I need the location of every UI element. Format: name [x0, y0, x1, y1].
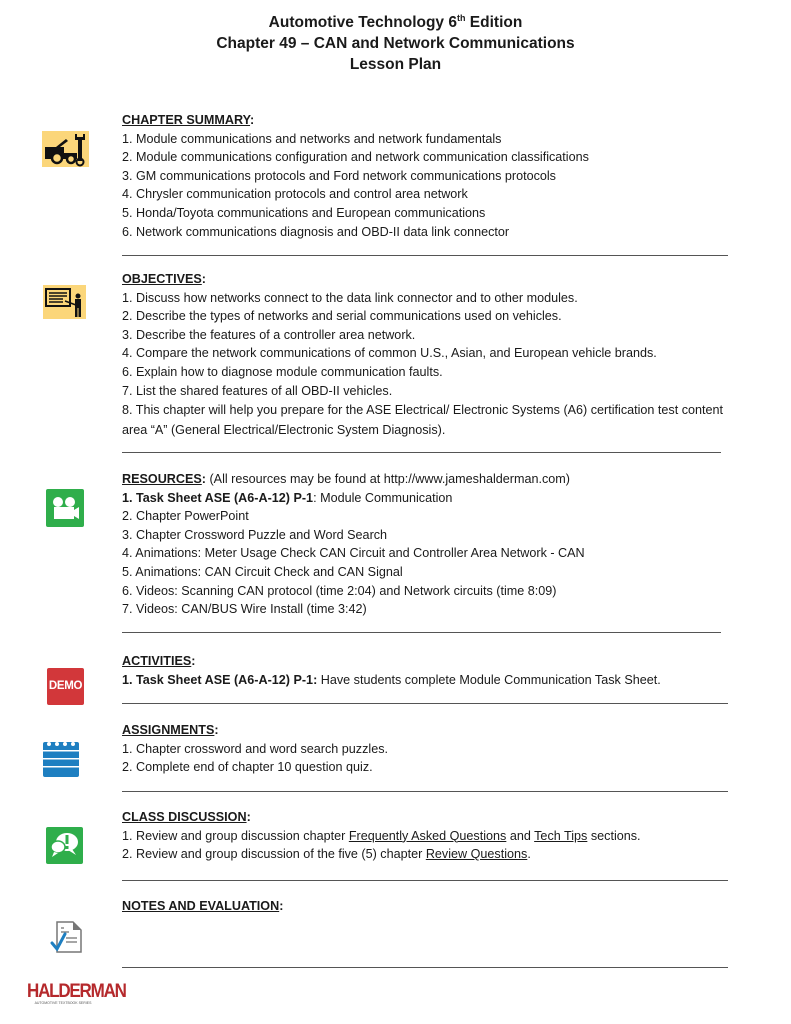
list-item: 6. Explain how to diagnose module communication faults.	[122, 364, 443, 379]
list-item: 2. Complete end of chapter 10 question quiz.	[122, 760, 373, 775]
logo-text: HALDERMAN	[27, 979, 126, 1002]
list-item: 1. Review and group discussion chapter Frequently Asked Questions and Tech Tips sections.	[122, 828, 641, 843]
halderman-logo	[27, 979, 126, 1006]
list-item: 4. Chrysler communication protocols and control area network	[122, 187, 468, 202]
list-item: 3. GM communications protocols and Ford network communications protocols	[122, 168, 556, 183]
logo-subtext: AUTOMOTIVE TEXTBOOK SERIES	[34, 1001, 92, 1005]
divider	[122, 791, 728, 792]
activities-section	[122, 652, 661, 689]
list-item: 2. Review and group discussion of the five (5) chapter Review Questions.	[122, 847, 531, 862]
chapter-title: Chapter 49 – CAN and Network Communications	[216, 35, 575, 52]
list-item: 1. Chapter crossword and word search puzzles.	[122, 741, 388, 756]
document-type: Lesson Plan	[349, 56, 442, 73]
demo-label: DEMO	[48, 680, 83, 692]
divider	[122, 880, 728, 881]
list-item: 8. This chapter will help you prepare for the ASE Electrical/ Electronic Systems (A6) certification test content area “A” (General Electrical/Electronic System Diagnosis).	[122, 403, 724, 438]
divider	[122, 452, 721, 453]
list-item: 1. Discuss how networks connect to the data link connector and to other modules.	[122, 290, 578, 305]
speech-bubbles-icon	[46, 827, 83, 869]
list-item: 5. Honda/Toyota communications and European communications	[122, 205, 486, 220]
notes-section	[122, 897, 283, 916]
list-item: 1. Module communications and networks and network fundamentals	[122, 131, 502, 146]
section-heading: CHAPTER SUMMARY:	[122, 113, 255, 127]
list-item: 3. Chapter Crossword Puzzle and Word Search	[122, 527, 388, 542]
car-repair-wrench-icon	[42, 131, 89, 172]
list-item: 7. List the shared features of all OBD-II vehicles.	[122, 383, 393, 398]
class-discussion-section	[122, 808, 641, 864]
demo-badge-icon	[47, 668, 84, 705]
section-heading: OBJECTIVES:	[122, 272, 206, 286]
video-camera-icon	[46, 489, 84, 532]
faq-link[interactable]: Frequently Asked Questions	[348, 828, 507, 843]
divider	[122, 703, 728, 704]
section-heading: ACTIVITIES:	[122, 654, 196, 668]
list-item: 7. Videos: CAN/BUS Wire Install (time 3:42)	[122, 602, 367, 617]
divider	[122, 255, 728, 256]
teacher-presentation-icon	[43, 285, 86, 324]
section-heading: RESOURCES: (All resources may be found at http://www.jameshalderman.com)	[122, 472, 570, 486]
objectives-section	[122, 270, 747, 440]
list-item: 6. Network communications diagnosis and OBD-II data link connector	[122, 224, 510, 239]
review-questions-link[interactable]: Review Questions	[425, 847, 528, 862]
divider	[122, 632, 721, 633]
list-item: 2. Chapter PowerPoint	[122, 509, 249, 524]
divider	[122, 967, 728, 968]
list-item: 3. Describe the features of a controller area network.	[122, 327, 416, 342]
book-title: Automotive Technology 6th Edition	[268, 13, 523, 31]
checklist-document-icon	[49, 920, 83, 959]
list-item: 4. Animations: Meter Usage Check CAN Circuit and Controller Area Network - CAN	[122, 546, 585, 561]
list-item: 4. Compare the network communications of common U.S., Asian, and European vehicle brands.	[122, 346, 657, 361]
list-item: 2. Module communications configuration and network communication classifications	[122, 150, 589, 165]
list-item: 1. Task Sheet ASE (A6-A-12) P-1: Have students complete Module Communication Task Sheet.	[122, 672, 661, 687]
assignments-section	[122, 721, 388, 777]
tech-tips-link[interactable]: Tech Tips	[534, 828, 588, 843]
list-item: 2. Describe the types of networks and serial communications used on vehicles.	[122, 309, 562, 324]
notepad-icon	[43, 740, 79, 782]
chapter-summary-section	[122, 111, 589, 241]
list-item: 1. Task Sheet ASE (A6-A-12) P-1: Module Communication	[122, 490, 453, 505]
section-heading: ASSIGNMENTS:	[122, 723, 219, 737]
document-header	[0, 12, 791, 75]
list-item: 5. Animations: CAN Circuit Check and CAN Signal	[122, 564, 403, 579]
resources-section	[122, 470, 585, 619]
list-item: 6. Videos: Scanning CAN protocol (time 2:04) and Network circuits (time 8:09)	[122, 583, 557, 598]
section-heading: NOTES AND EVALUATION:	[122, 899, 284, 913]
section-heading: CLASS DISCUSSION:	[122, 810, 251, 824]
